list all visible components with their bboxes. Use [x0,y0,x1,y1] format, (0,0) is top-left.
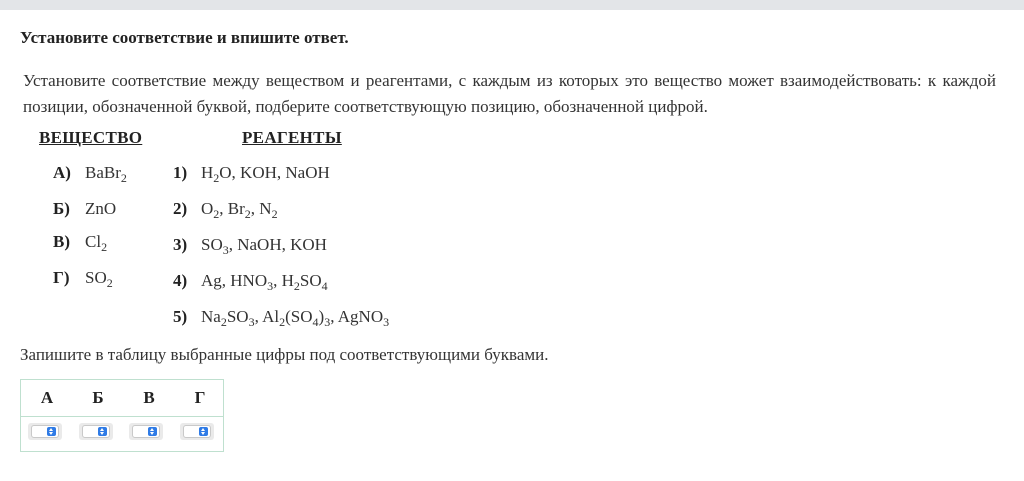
answer-select-v-value[interactable] [132,425,160,438]
column-header-substance: ВЕЩЕСТВО [39,128,143,147]
answer-table [20,379,224,452]
substance-item [53,268,113,288]
reagent-key: 3) [173,235,188,254]
substance-key: В) [53,232,70,251]
task-text: Установите соответствие между веществом и реагентами, с каждым из которых это вещество может взаимодействовать: к каждой позиции, обозначенной буквой, подберите соответствующую позицию, обозначенной цифрой. [23,71,996,116]
answer-select-a[interactable] [28,423,62,440]
substance-key: Б) [53,199,70,218]
answer-header-g: Г [194,388,206,407]
substance-formula: $SO_2$ [85,268,113,290]
reagent-key: 5) [173,307,188,326]
chevron-up-down-icon [47,427,56,436]
reagent-item [173,163,330,183]
substance-formula: ZnO [85,199,117,218]
answer-select-b[interactable] [79,423,113,440]
reagent-formula: Ag, $HNO_3$, $H_2SO_4$ [201,271,328,293]
substance-item [53,163,127,183]
reagent-item [173,235,327,255]
reagent-formula: $O_2$, $Br_2$, $N_2$ [201,199,278,221]
reagent-item [173,199,278,219]
reagent-formula: $H_2O$, KOH, NaOH [201,163,330,185]
substance-formula: BaBr$_2$ [85,163,127,185]
substance-formula: $Cl_2$ [85,232,108,254]
substance-key: Г) [53,268,70,287]
answer-select-g[interactable] [180,423,214,440]
substance-item [53,199,116,219]
top-bar [0,0,1024,10]
answer-header-b: Б [92,388,104,407]
substance-item [53,232,107,252]
column-header-reagents: РЕАГЕНТЫ [242,128,342,147]
answer-header-a: А [40,388,54,407]
instruction-text: Запишите в таблицу выбранные цифры под соответствующими буквами. [20,345,549,364]
chevron-up-down-icon [199,427,208,436]
answer-table-header [21,380,223,417]
substance-key: А) [53,163,71,182]
reagent-item [173,307,389,327]
reagent-formula: $Na_2SO_3$, $Al_2(SO_4)_3$, AgNO$_3$ [201,307,390,329]
answer-select-v[interactable] [129,423,163,440]
reagent-key: 1) [173,163,188,182]
reagent-key: 2) [173,199,188,218]
chevron-up-down-icon [98,427,107,436]
answer-select-a-value[interactable] [31,425,59,438]
page-title: Установите соответствие и впишите ответ. [20,28,349,47]
answer-header-v: В [143,388,155,407]
reagent-item [173,271,328,291]
answer-select-g-value[interactable] [183,425,211,438]
reagent-formula: $SO_3$, NaOH, KOH [201,235,327,257]
answer-select-b-value[interactable] [82,425,110,438]
chevron-up-down-icon [148,427,157,436]
reagent-key: 4) [173,271,188,290]
